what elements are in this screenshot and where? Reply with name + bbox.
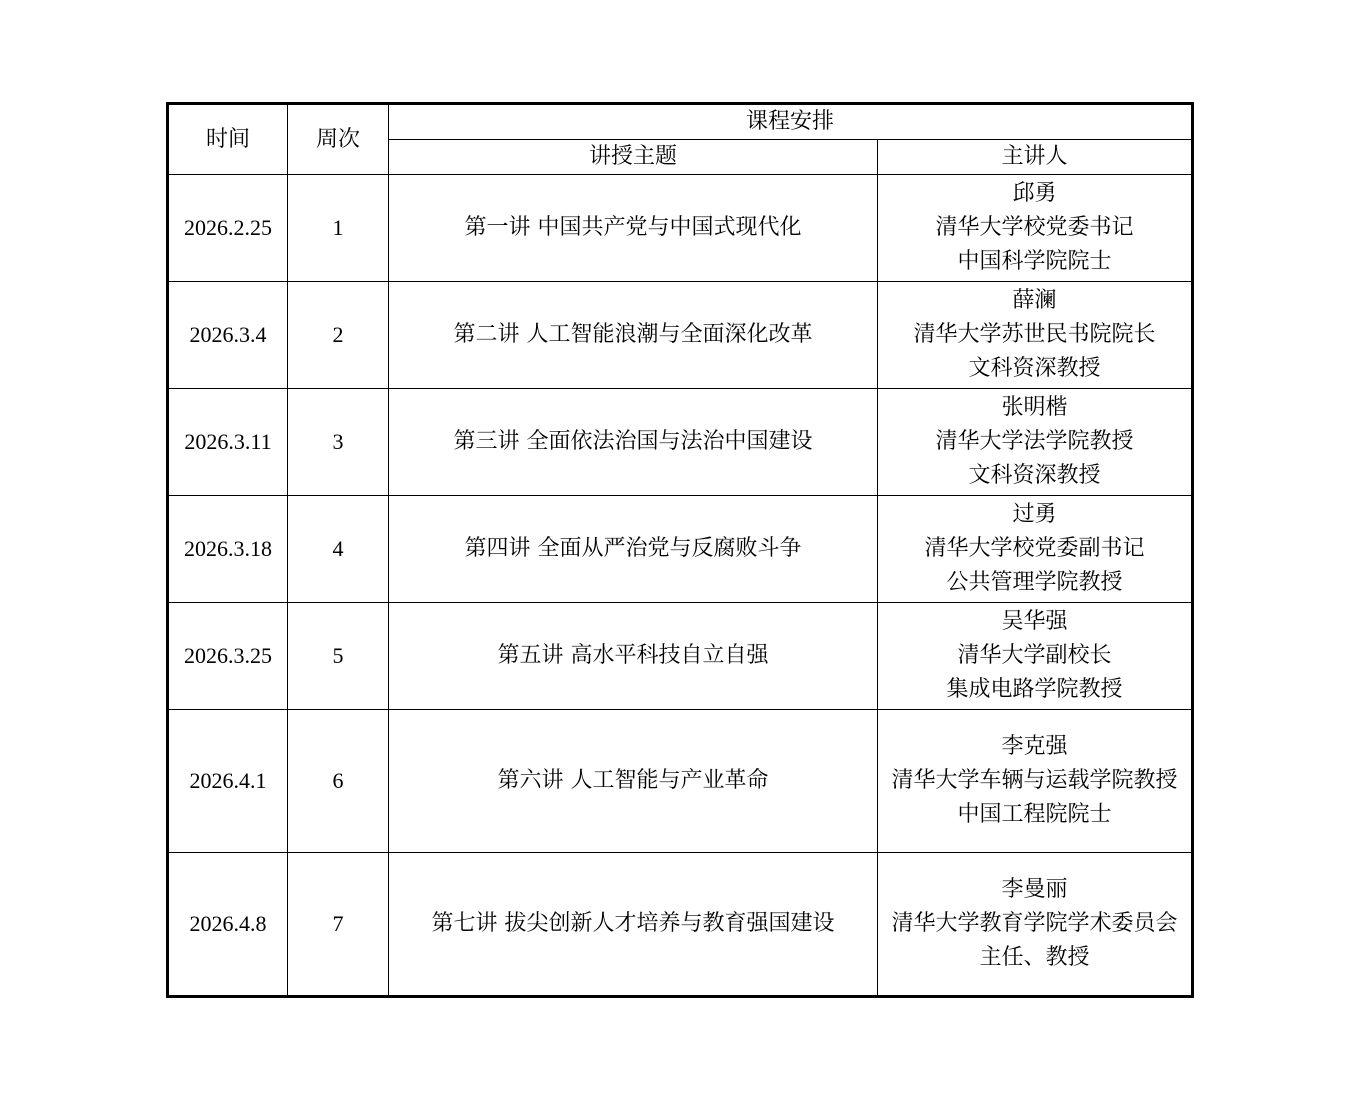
speaker-title: 清华大学法学院教授	[935, 429, 1134, 454]
row-speaker	[878, 175, 1193, 282]
row-week: 4	[288, 496, 389, 603]
table-row	[168, 282, 1193, 389]
row-date: 2026.2.25	[168, 175, 288, 282]
row-speaker	[878, 710, 1193, 853]
row-topic: 第六讲 人工智能与产业革命	[389, 710, 878, 853]
header-week: 周次	[288, 104, 389, 175]
header-speaker: 主讲人	[878, 140, 1193, 175]
row-topic: 第一讲 中国共产党与中国式现代化	[389, 175, 878, 282]
speaker-name: 李克强	[1001, 734, 1068, 759]
course-schedule-table	[166, 102, 1194, 998]
row-date: 2026.3.25	[168, 603, 288, 710]
header-schedule: 课程安排	[389, 104, 1193, 140]
speaker-title: 集成电路学院教授	[946, 677, 1123, 702]
header-time: 时间	[168, 104, 288, 175]
speaker-name: 李曼丽	[1001, 877, 1068, 902]
row-speaker	[878, 282, 1193, 389]
speaker-name: 张明楷	[1001, 395, 1068, 420]
speaker-name: 薛澜	[1012, 288, 1057, 313]
speaker-title: 清华大学车辆与运载学院教授	[891, 768, 1178, 793]
row-topic: 第五讲 高水平科技自立自强	[389, 603, 878, 710]
header-topic: 讲授主题	[389, 140, 878, 175]
speaker-title: 清华大学苏世民书院院长	[913, 322, 1156, 347]
row-week: 5	[288, 603, 389, 710]
row-week: 2	[288, 282, 389, 389]
row-speaker	[878, 389, 1193, 496]
row-date: 2026.4.1	[168, 710, 288, 853]
table-row	[168, 710, 1193, 853]
table-row	[168, 175, 1193, 282]
row-date: 2026.3.11	[168, 389, 288, 496]
row-week: 6	[288, 710, 389, 853]
speaker-title: 文科资深教授	[968, 463, 1101, 488]
row-week: 1	[288, 175, 389, 282]
row-date: 2026.4.8	[168, 853, 288, 997]
table-row	[168, 496, 1193, 603]
speaker-title: 公共管理学院教授	[946, 570, 1123, 595]
row-week: 7	[288, 853, 389, 997]
row-topic: 第七讲 拔尖创新人才培养与教育强国建设	[389, 853, 878, 997]
table-row	[168, 603, 1193, 710]
speaker-name: 邱勇	[1012, 181, 1057, 206]
table-row	[168, 389, 1193, 496]
row-speaker	[878, 853, 1193, 997]
table-row	[168, 853, 1193, 997]
row-date: 2026.3.4	[168, 282, 288, 389]
speaker-title: 清华大学校党委副书记	[924, 536, 1145, 561]
speaker-name: 过勇	[1012, 502, 1057, 527]
speaker-title: 中国工程院院士	[957, 802, 1112, 827]
row-speaker	[878, 496, 1193, 603]
speaker-title: 清华大学副校长	[957, 643, 1112, 668]
row-date: 2026.3.18	[168, 496, 288, 603]
speaker-title: 文科资深教授	[968, 356, 1101, 381]
speaker-title: 清华大学教育学院学术委员会	[891, 911, 1178, 936]
row-speaker	[878, 603, 1193, 710]
row-topic: 第四讲 全面从严治党与反腐败斗争	[389, 496, 878, 603]
speaker-title: 清华大学校党委书记	[935, 215, 1134, 240]
speaker-title: 主任、教授	[979, 945, 1090, 970]
row-week: 3	[288, 389, 389, 496]
row-topic: 第三讲 全面依法治国与法治中国建设	[389, 389, 878, 496]
row-topic: 第二讲 人工智能浪潮与全面深化改革	[389, 282, 878, 389]
speaker-title: 中国科学院院士	[957, 249, 1112, 274]
speaker-name: 吴华强	[1001, 609, 1068, 634]
